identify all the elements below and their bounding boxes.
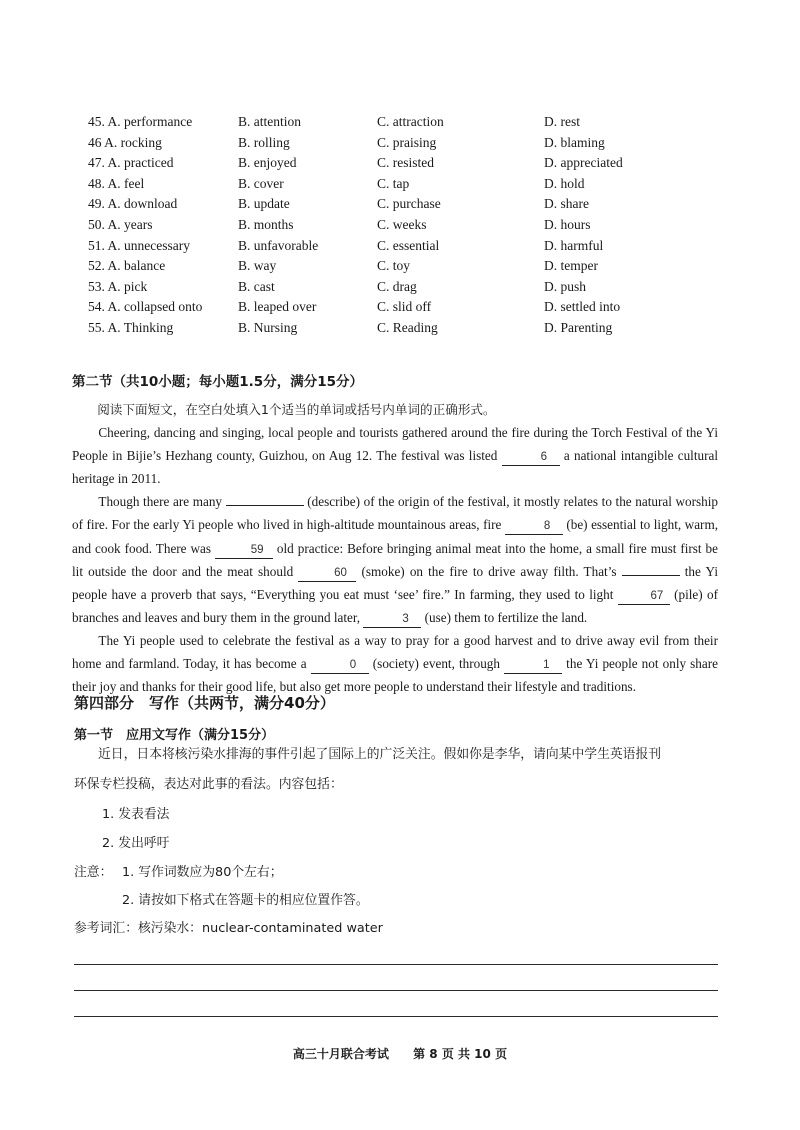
- question-number: 54.: [88, 299, 105, 315]
- paragraph-3: The Yi people used to celebrate the festival as a way to pray for a good harvest and to drive away evil from their home and farmland. Today, it has become a 0 (society) event, through 1 the Yi people not only share their joy and thanks for their good life, but also get more people to understand their lifestyle and traditions.: [72, 632, 718, 695]
- option-a[interactable]: A. pick: [107, 278, 148, 294]
- part4-subtitle: 第一节 应用文写作（满分15分）: [74, 728, 275, 743]
- option-a[interactable]: A. download: [107, 196, 178, 212]
- question-number: 46: [88, 134, 102, 150]
- question-row: [88, 277, 664, 298]
- option-a[interactable]: A. rocking: [104, 134, 162, 150]
- question-row: [88, 318, 664, 339]
- part4-title: 第四部分 写作（共两节，满分40分）: [74, 694, 335, 712]
- question-number: 53.: [88, 278, 105, 294]
- option-c[interactable]: C. attraction: [377, 114, 444, 129]
- option-c[interactable]: C. drag: [377, 278, 417, 294]
- blank-58[interactable]: 8: [505, 519, 563, 535]
- option-b[interactable]: B. unfavorable: [238, 237, 319, 253]
- question-row: [88, 153, 664, 174]
- writing-prompt-line1: 近日，日本将核污染水排海的事件引起了国际上的广泛关注。假如你是李华，请向某中学生英语报刊: [98, 747, 662, 762]
- content-item-1: 1. 发表看法: [102, 807, 170, 822]
- paragraph-2: Though there are many (describe) of the origin of the festival, it mostly relates to the natural worship of fire. For the early Yi people who lived in high-altitude mountainous areas, fire 8 (be) essential to light, warm, and cook food. There was 59 old practice: Before bringing animal meat into the home, a small fire must first be lit outside the door and the meat should 60 (smoke) on the fire to drive away filth. That’s the Yi people have a proverb that says, “Everything you eat must ‘see’ fire.” In farming, they used to light 67 (pile) of branches and leaves and bury them in the ground later, 3 (use) them to fertilize the land.: [72, 490, 718, 629]
- option-b[interactable]: B. cover: [238, 175, 284, 191]
- page-footer: [0, 1045, 800, 1062]
- blank-61[interactable]: [622, 560, 680, 576]
- blank-60[interactable]: 60: [298, 566, 356, 582]
- blank-62[interactable]: 67: [618, 589, 670, 605]
- question-number: 55.: [88, 319, 105, 335]
- option-c[interactable]: C. toy: [377, 258, 411, 274]
- option-c[interactable]: C. resisted: [377, 155, 434, 171]
- paragraph-1: Cheering, dancing and singing, local people and tourists gathered around the fire during the Torch Festival of the Yi People in Bijie’s Hezhang county, Guizhou, on Aug 12. The festival was listed 6 a national intangible cultural heritage in 2011.: [72, 425, 718, 487]
- blank-65[interactable]: 1: [504, 658, 562, 674]
- content-item-2: 2. 发出呼吁: [102, 836, 170, 851]
- question-number: 52.: [88, 258, 105, 274]
- question-row: [88, 174, 664, 195]
- option-b[interactable]: B. enjoyed: [238, 155, 297, 171]
- option-a[interactable]: A. unnecessary: [107, 237, 190, 253]
- option-d[interactable]: D. appreciated: [544, 155, 623, 171]
- question-row: [88, 256, 664, 277]
- blank-64[interactable]: 0: [311, 658, 369, 674]
- option-a[interactable]: A. performance: [107, 114, 193, 129]
- question-number: 48.: [88, 175, 105, 191]
- option-c[interactable]: C. slid off: [377, 299, 432, 315]
- question-row: [88, 194, 664, 215]
- option-d[interactable]: D. hours: [544, 216, 591, 232]
- option-d[interactable]: D. blaming: [544, 134, 605, 150]
- blank-59[interactable]: 59: [215, 543, 273, 559]
- question-row: [88, 215, 664, 236]
- option-d[interactable]: D. hold: [544, 175, 585, 191]
- option-b[interactable]: B. leaped over: [238, 299, 317, 315]
- option-b[interactable]: B. Nursing: [238, 319, 298, 335]
- option-c[interactable]: C. essential: [377, 237, 440, 253]
- question-row: [88, 297, 664, 318]
- option-c[interactable]: C. praising: [377, 134, 437, 150]
- option-a[interactable]: A. balance: [107, 258, 166, 274]
- option-a[interactable]: A. practiced: [107, 155, 174, 171]
- answer-line[interactable]: [74, 1016, 718, 1017]
- question-number: 51.: [88, 237, 105, 253]
- question-row: [88, 236, 664, 257]
- option-d[interactable]: D. settled into: [544, 299, 621, 315]
- option-b[interactable]: B. update: [238, 196, 290, 212]
- exam-name: 高三十月联合考试: [292, 1047, 389, 1061]
- option-b[interactable]: B. months: [238, 216, 294, 232]
- question-number: 47.: [88, 155, 105, 171]
- option-d[interactable]: D. Parenting: [544, 319, 613, 335]
- answer-line[interactable]: [74, 990, 718, 991]
- option-b[interactable]: B. attention: [238, 114, 301, 129]
- question-row: [88, 133, 664, 154]
- note-1: 1. 写作词数应为80个左右；: [122, 865, 283, 880]
- option-a[interactable]: A. feel: [107, 175, 145, 191]
- option-d[interactable]: D. share: [544, 196, 589, 212]
- option-a[interactable]: A. Thinking: [107, 319, 174, 335]
- grammar-passage: [72, 398, 718, 698]
- option-b[interactable]: B. cast: [238, 278, 275, 294]
- option-d[interactable]: D. harmful: [544, 237, 604, 253]
- option-b[interactable]: B. way: [238, 258, 277, 274]
- option-a[interactable]: A. years: [107, 216, 153, 232]
- section2-title: 第二节（共10小题；每小题1.5分，满分15分）: [72, 374, 363, 390]
- option-c[interactable]: C. tap: [377, 175, 410, 191]
- question-number: 50.: [88, 216, 105, 232]
- option-c[interactable]: C. purchase: [377, 196, 441, 212]
- note-label: 注意：: [74, 865, 113, 880]
- writing-prompt-line2: 环保专栏投稿，表达对此事的看法。内容包括：: [74, 777, 343, 792]
- option-a[interactable]: A. collapsed onto: [107, 299, 203, 315]
- options-table: [88, 112, 664, 339]
- option-d[interactable]: D. push: [544, 278, 587, 294]
- question-number: 45.: [88, 114, 105, 129]
- page-number: 第 8 页 共 10 页: [413, 1047, 508, 1061]
- question-number: 49.: [88, 196, 105, 212]
- option-b[interactable]: B. rolling: [238, 134, 290, 150]
- option-c[interactable]: C. Reading: [377, 319, 438, 335]
- blank-57[interactable]: [226, 490, 304, 506]
- reference-vocabulary: 参考词汇：核污染水：nuclear-contaminated water: [74, 921, 383, 936]
- question-row: [88, 112, 664, 133]
- answer-line[interactable]: [74, 964, 718, 965]
- note-2: 2. 请按如下格式在答题卡的相应位置作答。: [122, 893, 369, 908]
- blank-56[interactable]: 6: [502, 450, 560, 466]
- option-d[interactable]: D. rest: [544, 114, 580, 129]
- passage-instruction: 阅读下面短文，在空白处填入1个适当的单词或括号内单词的正确形式。: [97, 402, 496, 417]
- blank-63[interactable]: 3: [363, 612, 421, 628]
- option-c[interactable]: C. weeks: [377, 216, 427, 232]
- option-d[interactable]: D. temper: [544, 258, 598, 274]
